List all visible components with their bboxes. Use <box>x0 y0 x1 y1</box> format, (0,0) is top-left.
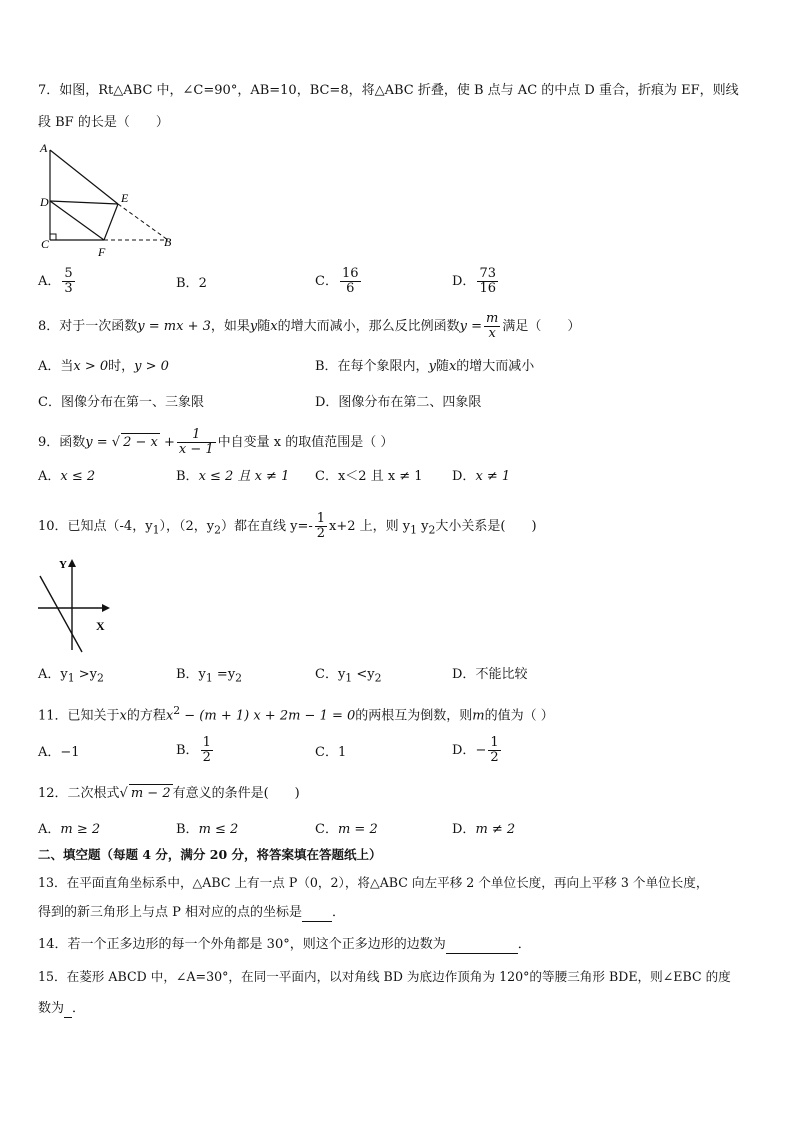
q12-option-b[interactable]: B．m ≤ 2 <box>176 822 239 837</box>
q11-option-d[interactable]: D．− $\frac{1}{2}$ <box>452 735 499 765</box>
q9-option-c[interactable]: C．x＜2 且 x ≠ 1 <box>315 469 423 484</box>
q8-stem: 8．对于一次函数y = mx + 3，如果y随x的增大而减小，那么反比例函数y = $\frac{m}{x}$ 满足（ ） <box>38 311 581 341</box>
q8-option-d[interactable]: D．图像分布在第二、四象限 <box>315 395 482 410</box>
q10-option-c[interactable]: C．$y_1 <y_2$ <box>315 667 382 685</box>
q7-option-c[interactable]: C． $\frac{16}{6}$ <box>315 266 359 296</box>
q15-line2: 数为 ． <box>38 1001 86 1016</box>
q14-line: 14．若一个正多边形的每一个外角都是 30°，则这个正多边形的边数为 ． <box>38 937 531 952</box>
q10-option-a[interactable]: A．$y_1 >y_2$ <box>38 667 104 685</box>
q11-stem: 11．已知关于x的方程$x^2 - (m + 1) x + 2m - 1 = 0$的两根互为倒数，则m的值为（ ） <box>38 704 554 724</box>
q9-option-d[interactable]: D．x ≠ 1 <box>452 469 511 484</box>
q7-option-a[interactable]: A． $\frac{5}{3}$ <box>38 266 73 296</box>
q8-option-c[interactable]: C．图像分布在第一、三象限 <box>38 395 204 410</box>
q15-line1: 15．在菱形 ABCD 中，∠A=30°，在同一平面内，以对角线 BD 为底边作顶角为 120°的等腰三角形 BDE，则∠EBC 的度 <box>38 969 731 984</box>
q11-option-c[interactable]: C．1 <box>315 745 347 760</box>
q8-option-b[interactable]: B．在每个象限内，y随x的增大而减小 <box>315 359 535 374</box>
q11-option-b[interactable]: B． $\frac{1}{2}$ <box>176 735 211 765</box>
label-c: C <box>41 237 50 251</box>
q14-answer-blank[interactable] <box>446 939 518 954</box>
q15-answer-blank[interactable] <box>64 1003 72 1018</box>
x-axis-label: X <box>96 619 105 633</box>
q10-graph-figure <box>34 556 120 654</box>
q12-option-a[interactable]: A．m ≥ 2 <box>38 822 101 837</box>
q7-stem-line2: 段 BF 的长是（ ） <box>38 115 169 130</box>
label-f: F <box>98 245 106 259</box>
q9-stem: 9．函数y = √ 2 − x + $\frac{1}{x - 1}$ 中自变量 x 的取值范围是（ ） <box>38 427 394 457</box>
decreasing-line <box>40 576 82 652</box>
label-a: A <box>40 141 48 155</box>
q13-line1: 13．在平面直角坐标系中，△ABC 上有一点 P（0，2），将△ABC 向左平移 2 个单位长度，再向上平移 3 个单位长度， <box>38 875 709 890</box>
side-eb-dashed <box>118 204 168 240</box>
q7-option-b[interactable]: B．2 <box>176 276 207 291</box>
x-axis-arrow <box>102 604 110 612</box>
q9-option-b[interactable]: B．x ≤ 2 且 x ≠ 1 <box>176 469 290 484</box>
q10-option-d[interactable]: D．不能比较 <box>452 667 528 682</box>
q13-line2: 得到的新三角形上与点 P 相对应的点的坐标是 ． <box>38 905 346 920</box>
q12-stem: 12．二次根式√ m − 2 有意义的条件是( ) <box>38 786 300 801</box>
label-b: B <box>164 235 172 249</box>
q12-option-d[interactable]: D．m ≠ 2 <box>452 822 516 837</box>
segment-ef <box>104 204 118 240</box>
side-ae <box>50 150 118 204</box>
q8-option-a[interactable]: A．当x > 0时，y > 0 <box>38 359 169 374</box>
q7-stem-line1: 7．如图，Rt△ABC 中，∠C=90°，AB=10，BC=8，将△ABC 折叠，使 B 点与 AC 的中点 D 重合，折痕为 EF，则线 <box>38 83 739 98</box>
y-axis-arrow <box>68 559 76 567</box>
q10-option-b[interactable]: B．$y_1 =y_2$ <box>176 667 243 685</box>
right-angle-mark <box>50 234 56 240</box>
q7-triangle-figure <box>36 140 186 262</box>
q10-stem: 10．已知点（-4，$y_1$），（2，$y_2$）都在直线 y=- $\frac{1}{2}$ x+2 上，则 $y_1$ $y_2$大小关系是( ) <box>38 511 537 541</box>
segment-df <box>50 201 104 240</box>
section-heading-fill-in: 二、填空题（每题 4 分，满分 20 分，将答案填在答题纸上） <box>38 847 382 862</box>
q7-option-d[interactable]: D． $\frac{73}{16}$ <box>452 266 496 296</box>
label-d: D <box>40 195 49 209</box>
q9-option-a[interactable]: A．x ≤ 2 <box>38 469 96 484</box>
y-axis-label: Y <box>59 559 67 571</box>
q11-option-a[interactable]: A．−1 <box>38 745 80 760</box>
q13-answer-blank[interactable] <box>302 907 332 922</box>
q12-option-c[interactable]: C．m = 2 <box>315 822 378 837</box>
segment-de <box>50 201 118 204</box>
label-e: E <box>121 191 129 205</box>
